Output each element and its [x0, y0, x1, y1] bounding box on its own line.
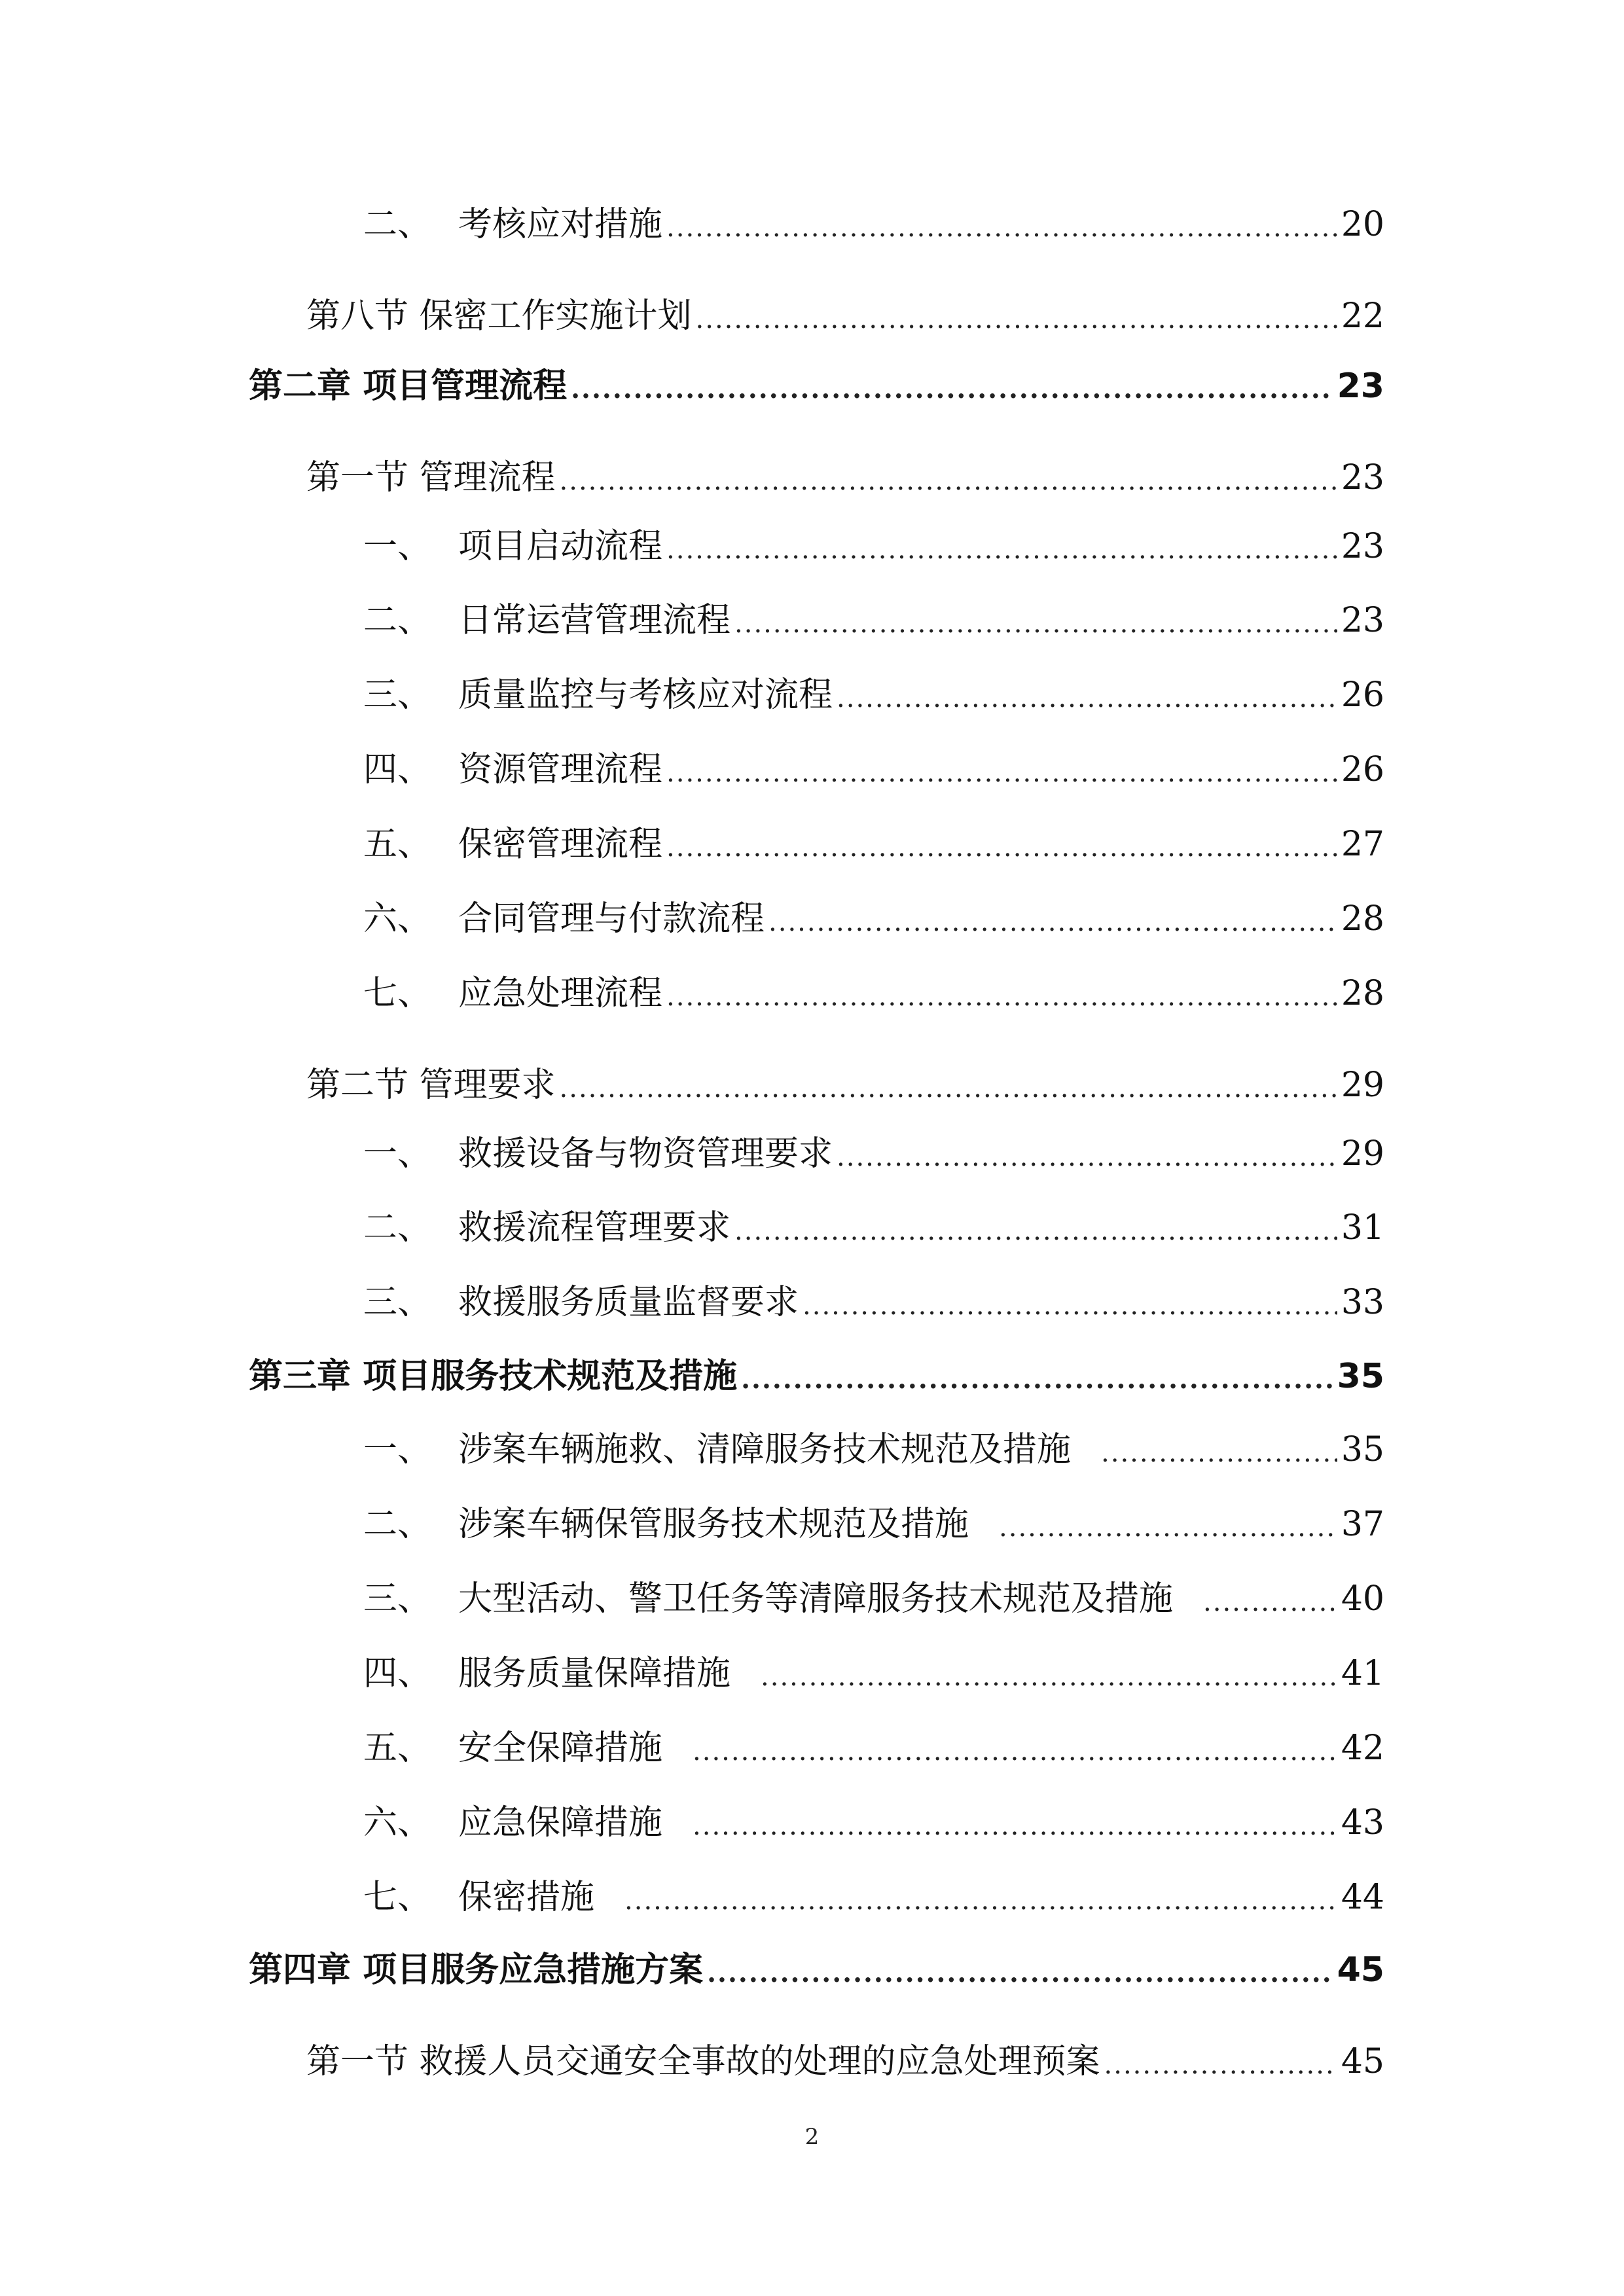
toc-page-number: 26	[1341, 675, 1384, 715]
toc-chapter-entry[interactable]	[249, 1347, 1384, 1399]
toc-dot-leader	[761, 1651, 1337, 1696]
toc-page-number: 28	[1341, 974, 1384, 1013]
toc-entry-title: 质量监控与考核应对流程	[458, 675, 833, 715]
toc-entry-title: 涉案车辆保管服务技术规范及措施	[458, 1505, 969, 1544]
toc-page-number: 23	[1337, 367, 1384, 406]
toc-dot-leader	[666, 747, 1337, 793]
toc-page-number: 23	[1341, 458, 1384, 497]
toc-entry-title: 应急保障措施	[458, 1803, 663, 1842]
toc-dot-leader	[571, 363, 1333, 409]
toc-page-number: 23	[1341, 601, 1384, 640]
toc-entry-title: 救援服务质量监督要求	[458, 1283, 799, 1322]
toc-entry[interactable]	[363, 1420, 1384, 1473]
toc-entry-number: 四、	[363, 750, 432, 789]
toc-entry[interactable]	[306, 1056, 1384, 1108]
toc-entry-number: 七、	[363, 1878, 432, 1917]
toc-entry-title: 项目启动流程	[458, 527, 663, 566]
toc-dot-leader	[734, 598, 1337, 643]
toc-entry-title: 救援流程管理要求	[458, 1208, 731, 1247]
toc-page-number: 31	[1341, 1208, 1384, 1247]
toc-entry[interactable]	[363, 1868, 1384, 1920]
toc-page-number: 22	[1341, 296, 1384, 336]
toc-entry[interactable]	[363, 517, 1384, 569]
toc-dot-leader	[696, 293, 1337, 339]
toc-dot-leader	[707, 1947, 1333, 1993]
toc-dot-leader	[666, 971, 1337, 1016]
toc-page-number: 23	[1341, 527, 1384, 566]
toc-dot-leader	[734, 1205, 1337, 1251]
toc-dot-leader	[666, 524, 1337, 569]
toc-entry-number: 五、	[363, 1729, 432, 1768]
toc-entry-title: 日常运营管理流程	[458, 601, 731, 640]
toc-entry[interactable]	[363, 1570, 1384, 1622]
toc-entry-number: 一、	[363, 527, 432, 566]
toc-page-number: 29	[1341, 1134, 1384, 1174]
toc-page-number: 44	[1341, 1878, 1384, 1917]
toc-page-number: 28	[1341, 899, 1384, 939]
toc-entry-title: 资源管理流程	[458, 750, 663, 789]
toc-entry[interactable]	[306, 448, 1384, 501]
toc-page-number: 41	[1341, 1654, 1384, 1693]
toc-entry-title: 涉案车辆施救、清障服务技术规范及措施	[458, 1430, 1072, 1469]
toc-entry-number: 一、	[363, 1134, 432, 1174]
toc-entry-title: 第一节 救援人员交通安全事故的处理的应急处理预案	[306, 2042, 1100, 2081]
toc-entry-title: 大型活动、警卫任务等清障服务技术规范及措施	[458, 1579, 1174, 1619]
toc-dot-leader	[666, 202, 1337, 247]
toc-page-number: 37	[1341, 1505, 1384, 1544]
toc-chapter-entry[interactable]	[249, 1941, 1384, 1993]
toc-entry-number: 三、	[363, 1579, 432, 1619]
toc-entry[interactable]	[363, 195, 1384, 247]
toc-entry-number: 三、	[363, 1283, 432, 1322]
toc-dot-leader	[1101, 1427, 1337, 1473]
toc-entry-title: 保密管理流程	[458, 825, 663, 864]
toc-dot-leader	[1104, 2039, 1337, 2085]
toc-entry-number: 三、	[363, 675, 432, 715]
toc-entry-number: 七、	[363, 974, 432, 1013]
toc-page-number: 35	[1341, 1430, 1384, 1469]
toc-entry-title: 保密措施	[458, 1878, 595, 1917]
toc-page-number: 40	[1341, 1579, 1384, 1619]
toc-entry[interactable]	[363, 1273, 1384, 1325]
toc-dot-leader	[624, 1874, 1337, 1920]
toc-dot-leader	[803, 1280, 1337, 1325]
toc-entry[interactable]	[306, 2032, 1384, 2085]
toc-entry-number: 一、	[363, 1430, 432, 1469]
toc-entry[interactable]	[363, 1793, 1384, 1846]
toc-entry-number: 二、	[363, 205, 432, 244]
toc-entry[interactable]	[363, 1719, 1384, 1771]
toc-entry-number: 二、	[363, 1208, 432, 1247]
toc-dot-leader	[837, 672, 1337, 718]
toc-entry-number: 六、	[363, 1803, 432, 1842]
toc-entry[interactable]	[363, 889, 1384, 942]
toc-entry-title: 合同管理与付款流程	[458, 899, 765, 939]
toc-dot-leader	[837, 1131, 1337, 1177]
toc-page-number: 33	[1341, 1283, 1384, 1322]
toc-entry-title: 第一节 管理流程	[306, 458, 556, 497]
toc-entry-number: 六、	[363, 899, 432, 939]
toc-entry[interactable]	[363, 666, 1384, 718]
toc-entry[interactable]	[363, 1644, 1384, 1696]
toc-entry[interactable]	[306, 287, 1384, 339]
toc-entry-number: 四、	[363, 1654, 432, 1693]
toc-entry[interactable]	[363, 591, 1384, 643]
toc-entry[interactable]	[363, 740, 1384, 793]
toc-page-number: 29	[1341, 1066, 1384, 1105]
toc-dot-leader	[560, 455, 1337, 501]
toc-entry-number: 五、	[363, 825, 432, 864]
toc-page-number: 27	[1341, 825, 1384, 864]
toc-dot-leader	[560, 1062, 1337, 1108]
toc-chapter-entry[interactable]	[249, 357, 1384, 409]
toc-page-number: 45	[1341, 2042, 1384, 2081]
toc-page-number: 26	[1341, 750, 1384, 789]
toc-entry-title: 应急处理流程	[458, 974, 663, 1013]
toc-dot-leader	[1203, 1576, 1337, 1622]
toc-page-number: 45	[1337, 1950, 1384, 1990]
toc-page-number: 20	[1341, 205, 1384, 244]
toc-entry-number: 二、	[363, 601, 432, 640]
toc-entry-title: 安全保障措施	[458, 1729, 663, 1768]
toc-entry[interactable]	[363, 1124, 1384, 1177]
toc-entry-number: 二、	[363, 1505, 432, 1544]
toc-entry-title: 第三章 项目服务技术规范及措施	[249, 1357, 738, 1396]
toc-entry[interactable]	[363, 964, 1384, 1016]
toc-page-number: 42	[1341, 1729, 1384, 1768]
toc-entry-title: 第四章 项目服务应急措施方案	[249, 1950, 704, 1990]
toc-entry-title: 第二章 项目管理流程	[249, 367, 568, 406]
toc-entry-title: 第八节 保密工作实施计划	[306, 296, 692, 336]
toc-page-number: 43	[1341, 1803, 1384, 1842]
toc-dot-leader	[741, 1354, 1333, 1399]
page-number-footer: 2	[804, 2124, 820, 2150]
toc-entry[interactable]	[363, 1495, 1384, 1547]
toc-entry-title: 服务质量保障措施	[458, 1654, 731, 1693]
toc-entry-title: 第二节 管理要求	[306, 1066, 556, 1105]
toc-dot-leader	[768, 896, 1337, 942]
toc-dot-leader	[693, 1725, 1337, 1771]
toc-page-number: 35	[1337, 1357, 1384, 1396]
toc-dot-leader	[693, 1800, 1337, 1846]
toc-entry[interactable]	[363, 815, 1384, 867]
toc-dot-leader	[666, 821, 1337, 867]
toc-dot-leader	[999, 1501, 1337, 1547]
toc-entry-title: 考核应对措施	[458, 205, 663, 244]
toc-entry[interactable]	[363, 1198, 1384, 1251]
toc-entry-title: 救援设备与物资管理要求	[458, 1134, 833, 1174]
